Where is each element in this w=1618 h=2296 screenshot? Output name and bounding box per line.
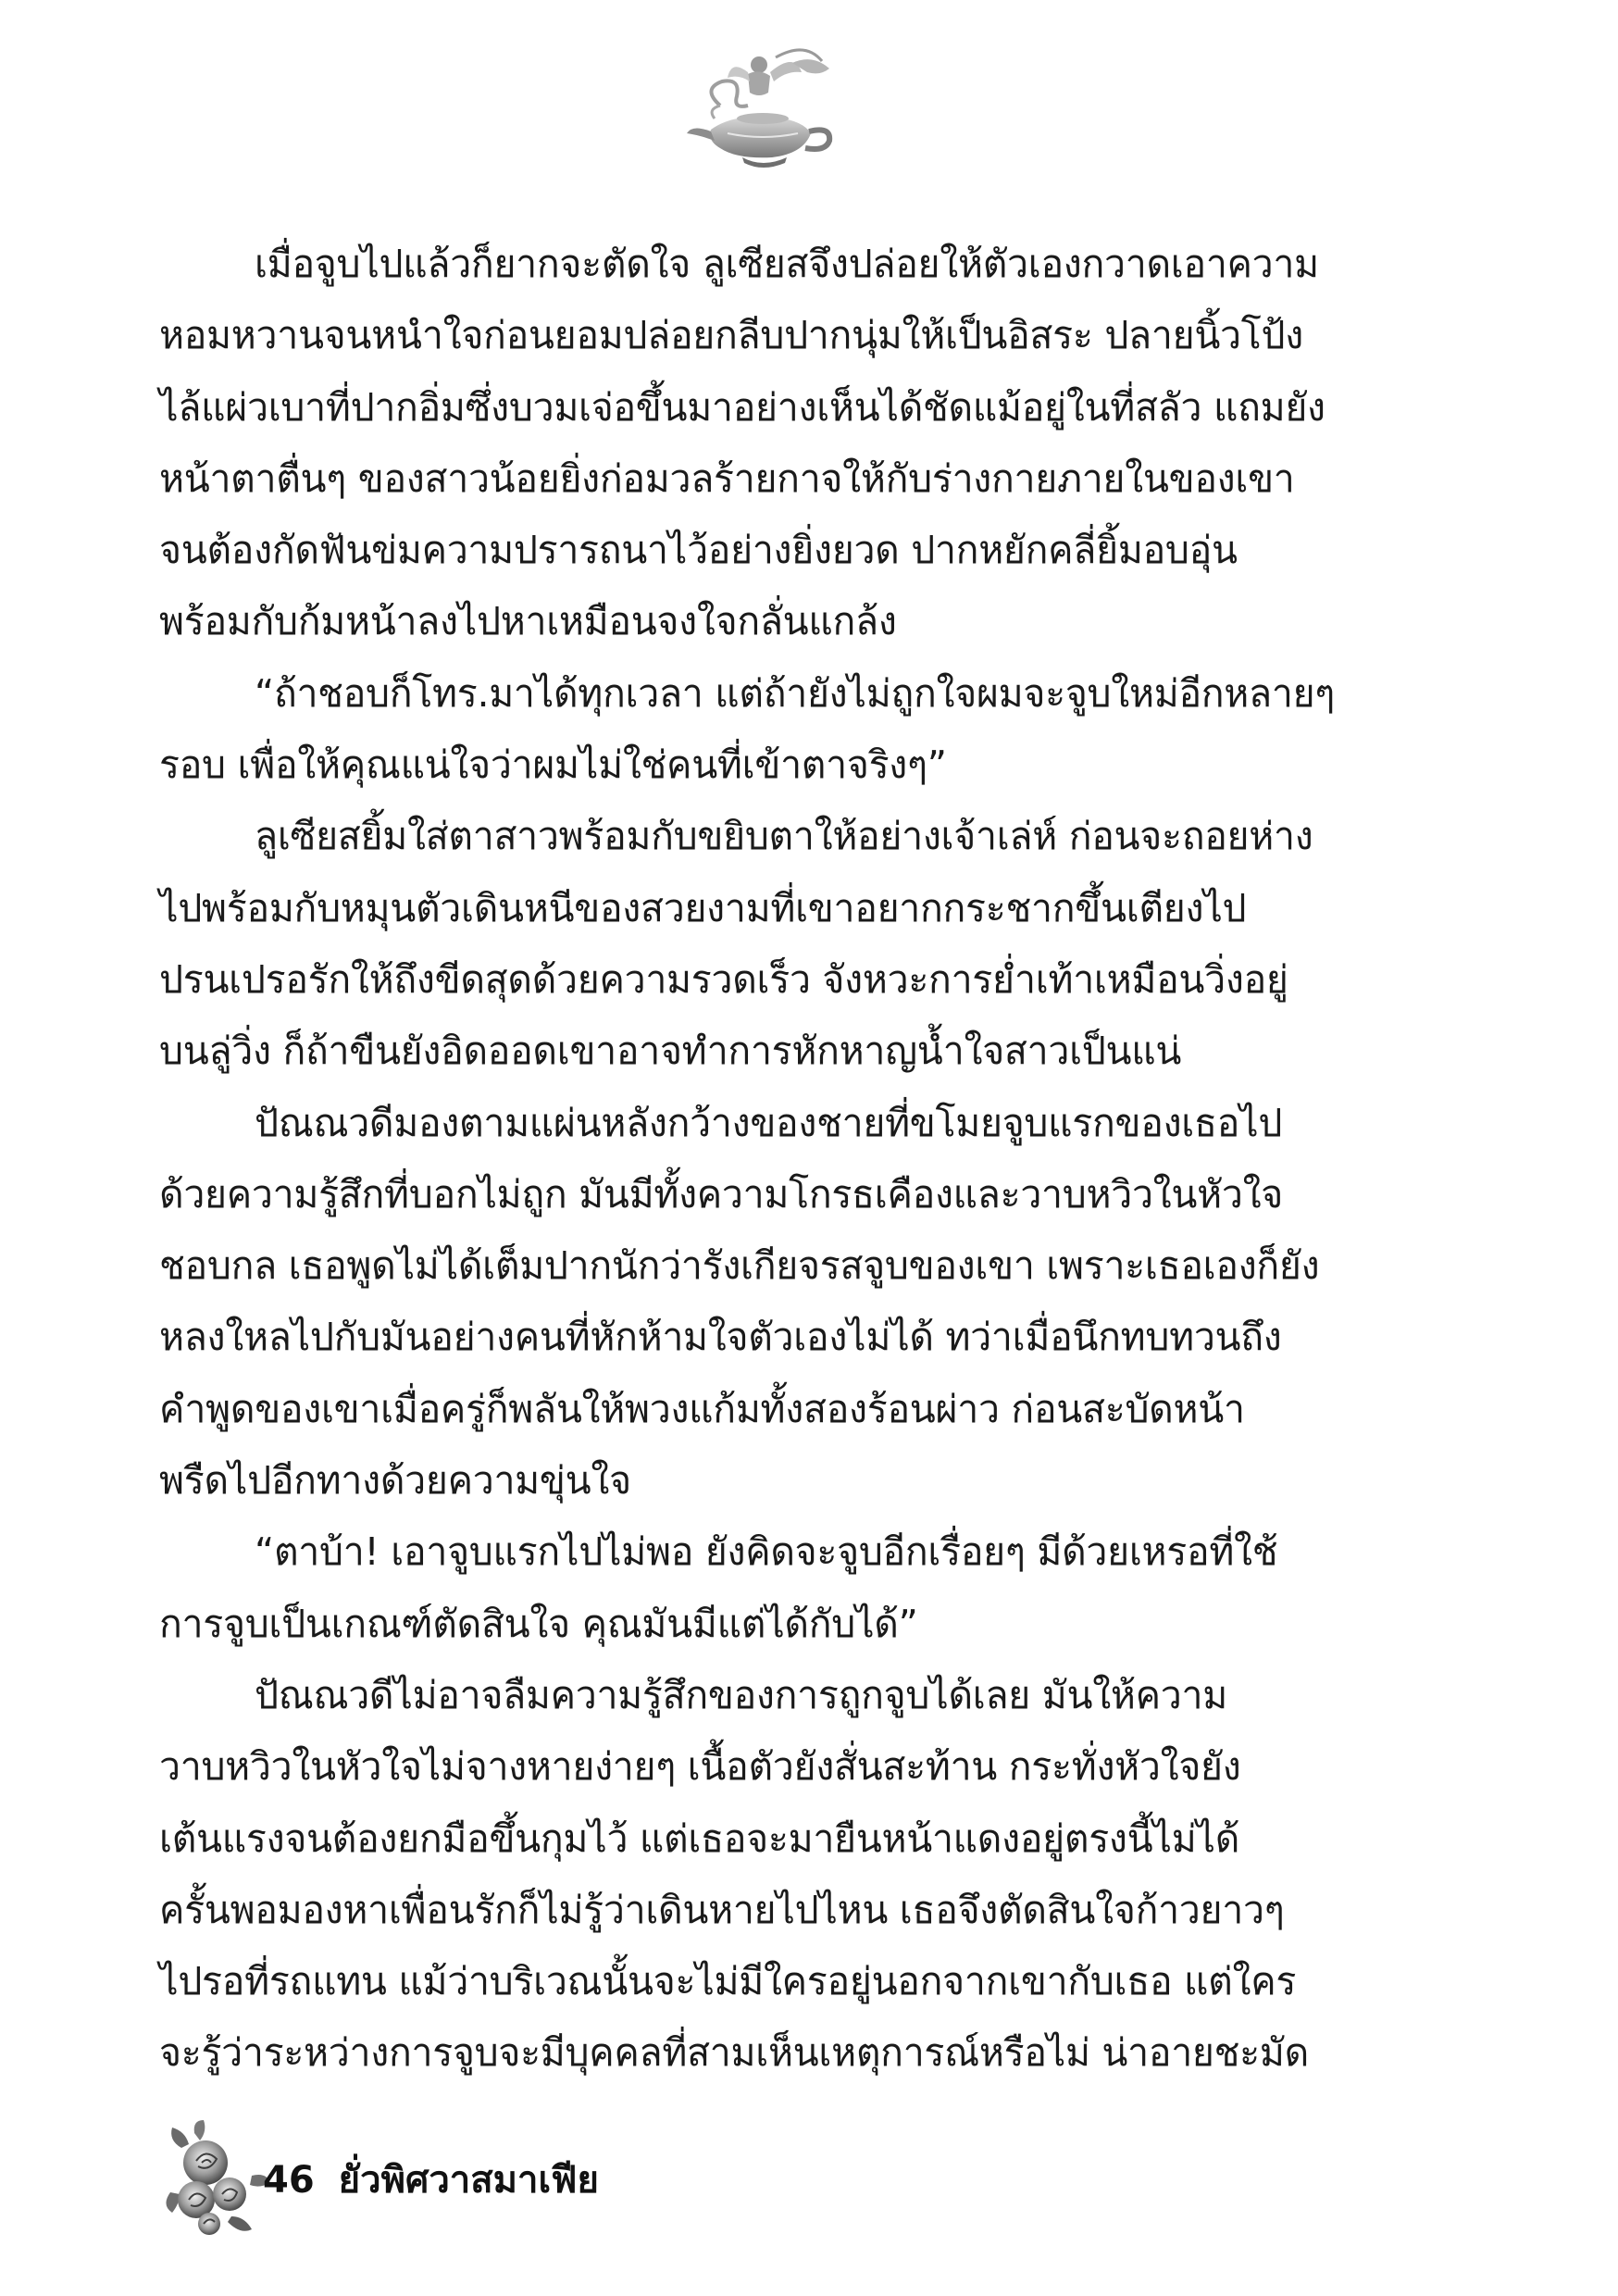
text-line: การจูบเป็นเกณฑ์ตัดสินใจ คุณมันมีแต่ได้กับได้” xyxy=(159,1601,918,1646)
text-line: พร้อมกับก้มหน้าลงไปหาเหมือนจงใจกลั่นแกล้ง xyxy=(159,599,897,644)
text-line: เมื่อจูบไปแล้วก็ยากจะตัดใจ ลูเซียสจึงปล่อยให้ตัวเองกวาดเอาความ xyxy=(255,242,1319,286)
text-line: ลูเซียสยิ้มใส่ตาสาวพร้อมกับขยิบตาให้อย่างเจ้าเล่ห์ ก่อนจะถอยห่าง xyxy=(255,814,1313,859)
text-line: ไล้แผ่วเบาที่ปากอิ่มซึ่งบวมเจ่อขึ้นมาอย่างเห็นได้ชัดแม้อยู่ในที่สลัว แถมยัง xyxy=(159,384,1326,430)
text-line: หอมหวานจนหนำใจก่อนยอมปล่อยกลีบปากนุ่มให้เป็นอิสระ ปลายนิ้วโป้ง xyxy=(159,313,1303,358)
rose-icon xyxy=(163,2120,274,2240)
text-line: ไปรอที่รถแทน แม้ว่าบริเวณนั้นจะไม่มีใครอยู่นอกจากเขากับเธอ แต่ใคร xyxy=(159,1959,1297,2004)
paragraph xyxy=(159,801,1455,1087)
text-line: เต้นแรงจนต้องยกมือขึ้นกุมไว้ แต่เธอจะมายืนหน้าแดงอยู่ตรงนี้ไม่ได้ xyxy=(159,1816,1240,1861)
text-line: ปัณณวดีมองตามแผ่นหลังกว้างของชายที่ขโมยจูบแรกของเธอไป xyxy=(255,1100,1283,1145)
body-text xyxy=(159,229,1455,2090)
text-line: “ถ้าชอบก็โทร.มาได้ทุกเวลา แต่ถ้ายังไม่ถูกใจผมจะจูบใหม่อีกหลายๆ xyxy=(255,670,1336,716)
text-line: ด้วยความรู้สึกที่บอกไม่ถูก มันมีทั้งความโกรธเคืองและวาบหวิวในหัวใจ xyxy=(159,1171,1284,1217)
text-line: ปรนเปรอรักให้ถึงขีดสุดด้วยความรวดเร็ว จังหวะการย่ำเท้าเหมือนวิ่งอยู่ xyxy=(159,956,1288,1002)
text-line: คำพูดของเขาเมื่อครู่ก็พลันให้พวงแก้มทั้งสองร้อนผ่าว ก่อนสะบัดหน้า xyxy=(159,1386,1245,1431)
text-line: รอบ เพื่อให้คุณแน่ใจว่าผมไม่ใช่คนที่เข้าตาจริงๆ” xyxy=(159,742,947,788)
text-line: จะรู้ว่าระหว่างการจูบจะมีบุคคลที่สามเห็นเหตุการณ์หรือไม่ น่าอายชะมัด xyxy=(159,2030,1309,2076)
text-line: หน้าตาตื่นๆ ของสาวน้อยยิ่งก่อมวลร้ายกาจให้กับร่างกายภายในของเขา xyxy=(159,455,1295,501)
text-line: ชอบกล เธอพูดไม่ได้เต็มปากนักว่ารังเกียจรสจูบของเขา เพราะเธอเองก็ยัง xyxy=(159,1243,1320,1289)
text-line: จนต้องกัดฟันข่มความปรารถนาไว้อย่างยิ่งยวด ปากหยักคลี่ยิ้มอบอุ่น xyxy=(159,528,1238,573)
text-line: “ตาบ้า! เอาจูบแรกไปไม่พอ ยังคิดจะจูบอีกเรื่อยๆ มีด้วยเหรอที่ใช้ xyxy=(255,1529,1278,1575)
page-footer xyxy=(163,2120,811,2240)
text-line: ครั้นพอมองหาเพื่อนรักก็ไม่รู้ว่าเดินหายไปไหน เธอจึงตัดสินใจก้าวยาวๆ xyxy=(159,1887,1285,1932)
book-title: ยั่วพิศวาสมาเฟีย xyxy=(338,2159,599,2202)
paragraph xyxy=(159,1516,1455,1660)
text-line: ปัณณวดีไม่อาจลืมความรู้สึกของการถูกจูบได้เลย มันให้ความ xyxy=(255,1672,1227,1717)
page-number: 46 xyxy=(263,2159,315,2202)
paragraph xyxy=(159,1088,1455,1517)
paragraph xyxy=(159,658,1455,802)
text-line: ไปพร้อมกับหมุนตัวเดินหนีของสวยงามที่เขาอยากกระชากขึ้นเตียงไป xyxy=(159,885,1247,930)
text-line: วาบหวิวในหัวใจไม่จางหายง่ายๆ เนื้อตัวยังสั่นสะท้าน กระทั่งหัวใจยัง xyxy=(159,1744,1241,1790)
paragraph xyxy=(159,229,1455,658)
text-line: หลงใหลไปกับมันอย่างคนที่หักห้ามใจตัวเองไม่ได้ ทว่าเมื่อนึกทบทวนถึง xyxy=(159,1315,1282,1360)
text-line: บนลู่วิ่ง ก็ถ้าขืนยังอิดออดเขาอาจทำการหักหาญน้ำใจสาวเป็นแน่ xyxy=(159,1029,1182,1074)
cupid-teapot-icon xyxy=(683,44,840,174)
text-line: พรืดไปอีกทางด้วยความขุ่นใจ xyxy=(159,1458,631,1504)
paragraph xyxy=(159,1660,1455,2090)
